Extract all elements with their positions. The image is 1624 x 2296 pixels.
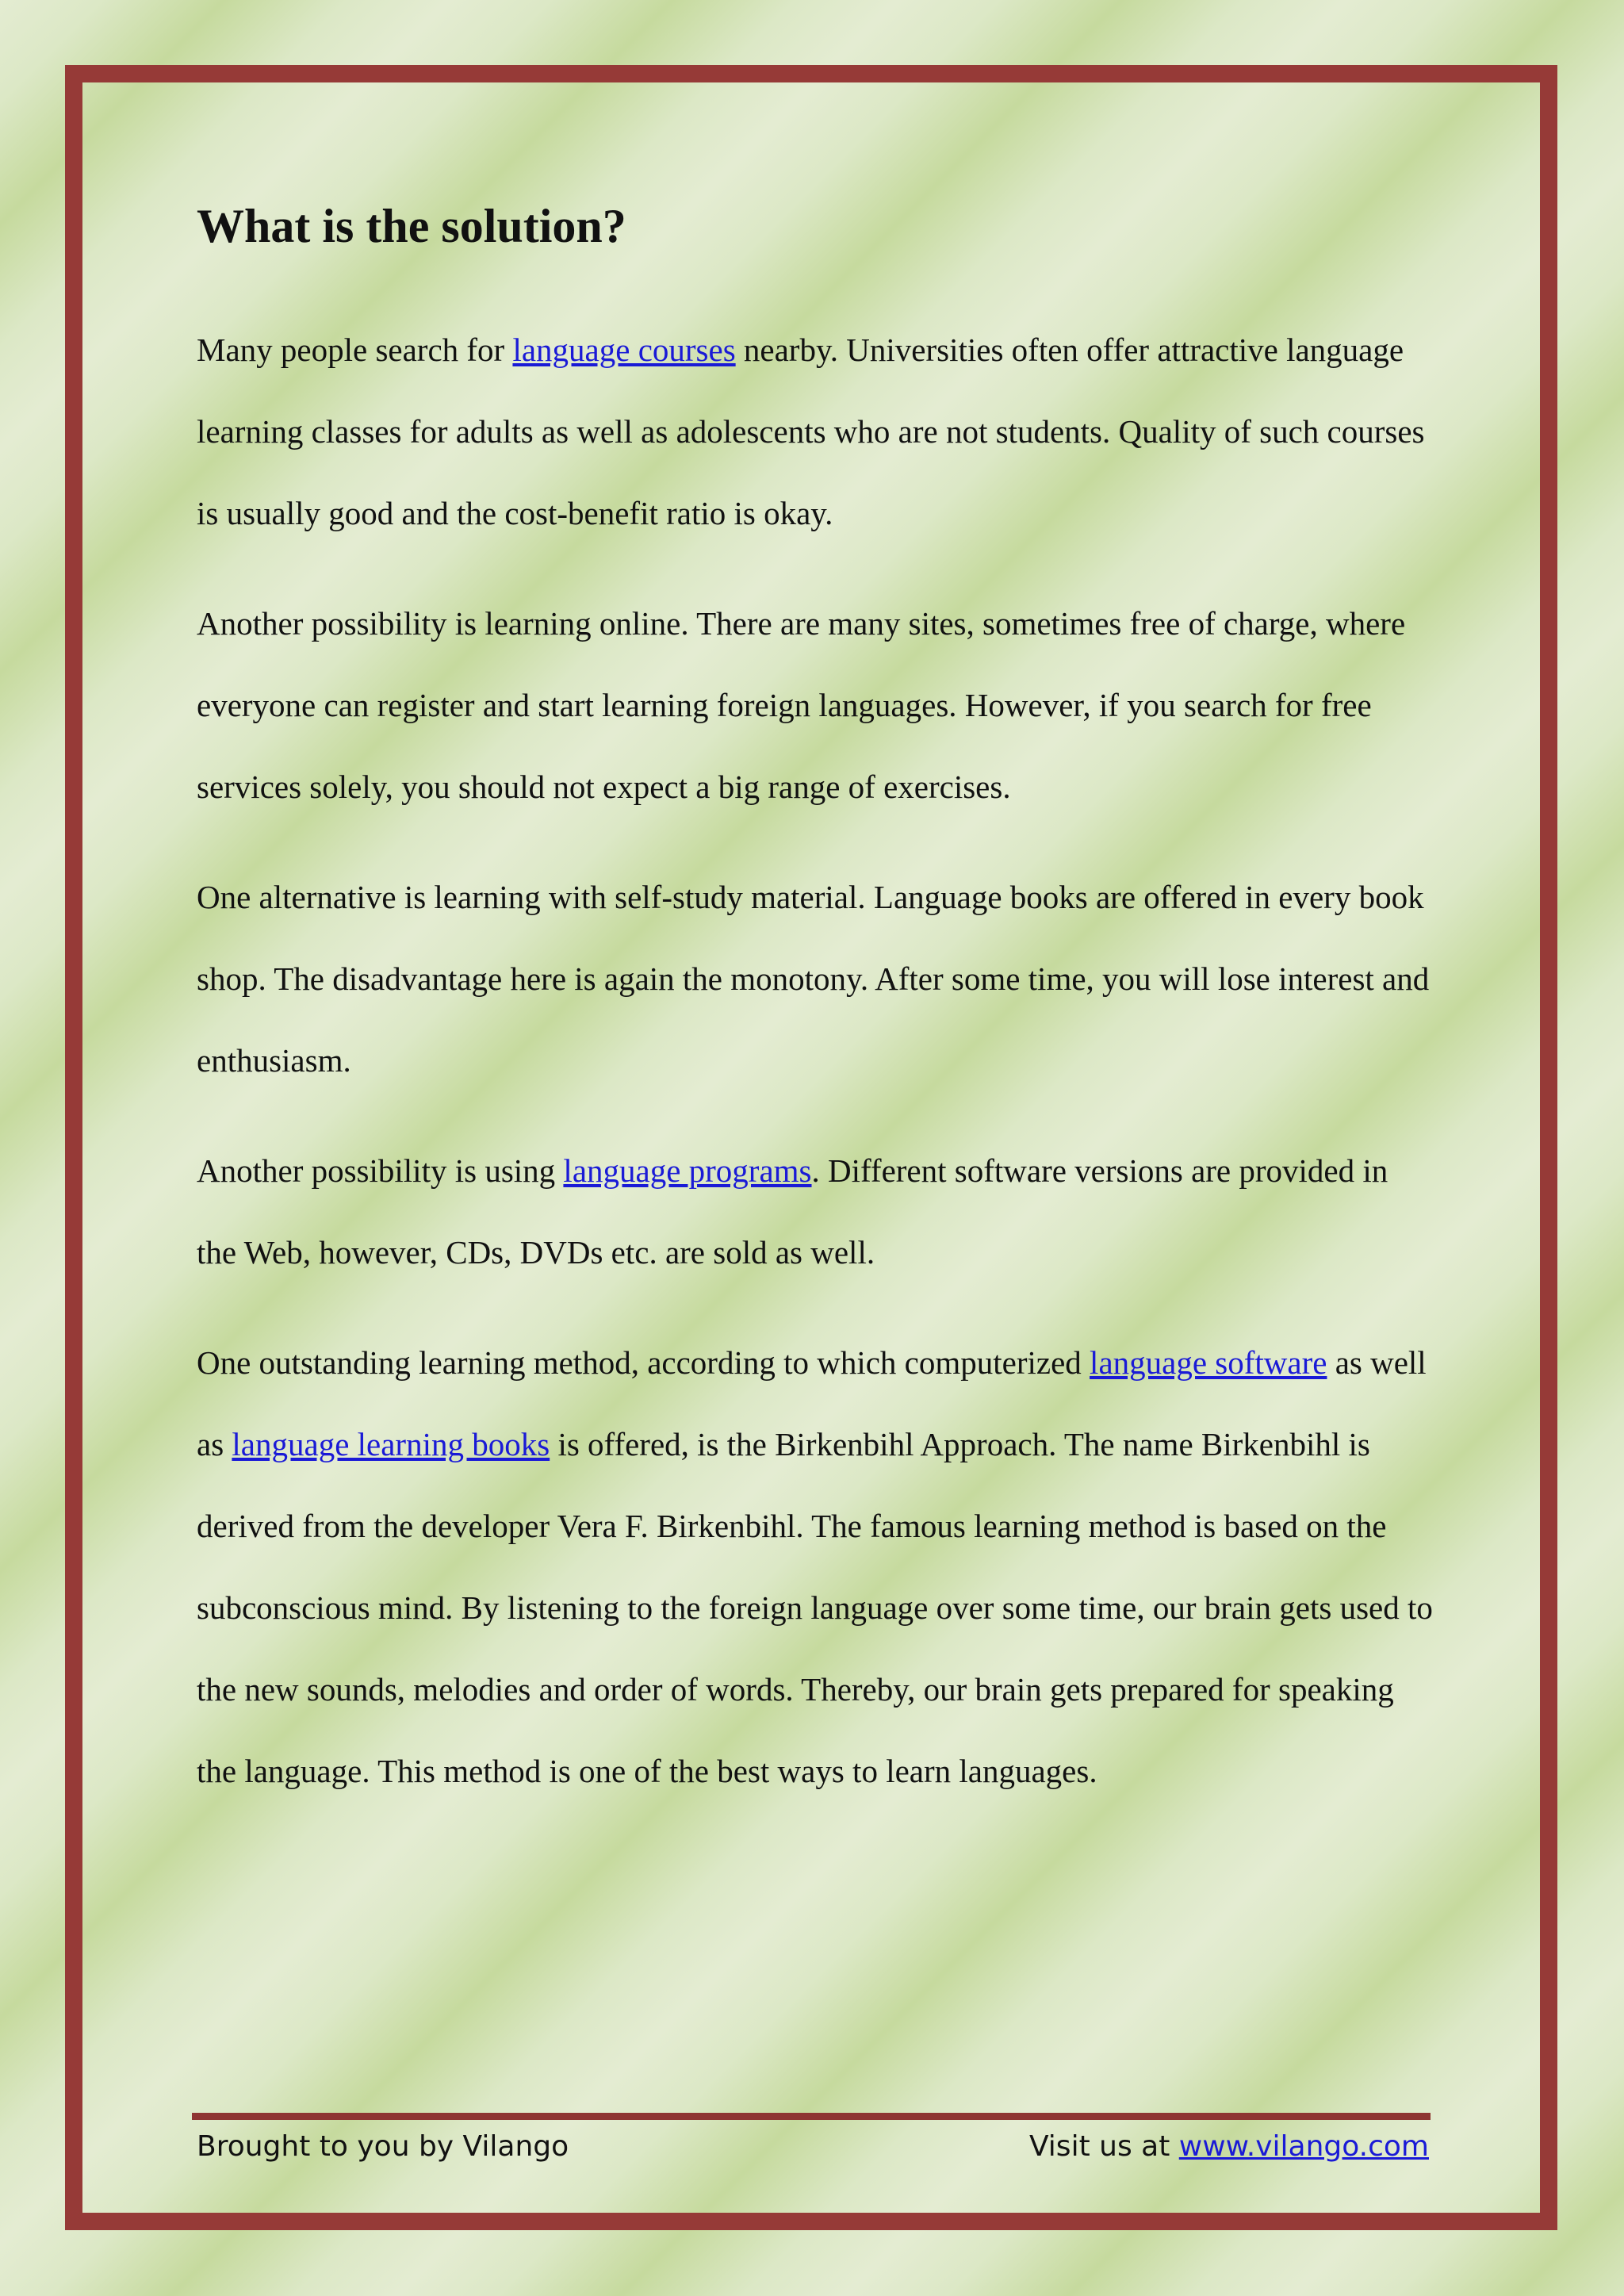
language-learning-books-link[interactable]: language learning books — [232, 1426, 550, 1462]
language-courses-link[interactable]: language courses — [512, 332, 736, 368]
vilango-website-link[interactable]: www.vilango.com — [1178, 2130, 1429, 2163]
paragraph-programs: Another possibility is using language programs. Different software versions are provided in the Web, however, CDs, DVDs etc. are sold as well. — [197, 1152, 1388, 1271]
language-programs-link[interactable]: language programs — [563, 1152, 812, 1189]
paragraph-courses: Many people search for language courses nearby. Universities often offer attractive language learning classes for adults as well as adolescents who are not students. Quality of such courses is usually good and the cost-benefit ratio is okay. — [197, 332, 1425, 531]
footer-divider — [192, 2113, 1431, 2120]
paragraph-birkenbihl: One outstanding learning method, according to which computerized language software as well as language learning books is offered, is the Birkenbihl Approach. The name Birkenbihl is derived from the developer Vera F. Birkenbihl. The famous learning method is based on the subconscious mind. By listening to the foreign language over some time, our brain gets used to the new sounds, melodies and order of words. Thereby, our brain gets prepared for speaking the language. This method is one of the best ways to learn languages. — [197, 1344, 1433, 1789]
footer-credit: Brought to you by Vilango — [197, 2130, 569, 2163]
page-content — [197, 182, 1434, 1812]
footer-visit: Visit us at www.vilango.com — [1028, 2130, 1429, 2163]
footer — [197, 2125, 1429, 2168]
paragraph-self-study: One alternative is learning with self-study material. Language books are offered in every book shop. The disadvantage here is again the monotony. After some time, you will lose interest and enthusiasm. — [197, 879, 1430, 1079]
page-heading: What is the solution? — [197, 200, 626, 252]
language-software-link[interactable]: language software — [1090, 1344, 1327, 1381]
paragraph-online: Another possibility is learning online. There are many sites, sometimes free of charge, where everyone can register and start learning foreign languages. However, if you search for free services solely, you should not expect a big range of exercises. — [197, 605, 1406, 805]
